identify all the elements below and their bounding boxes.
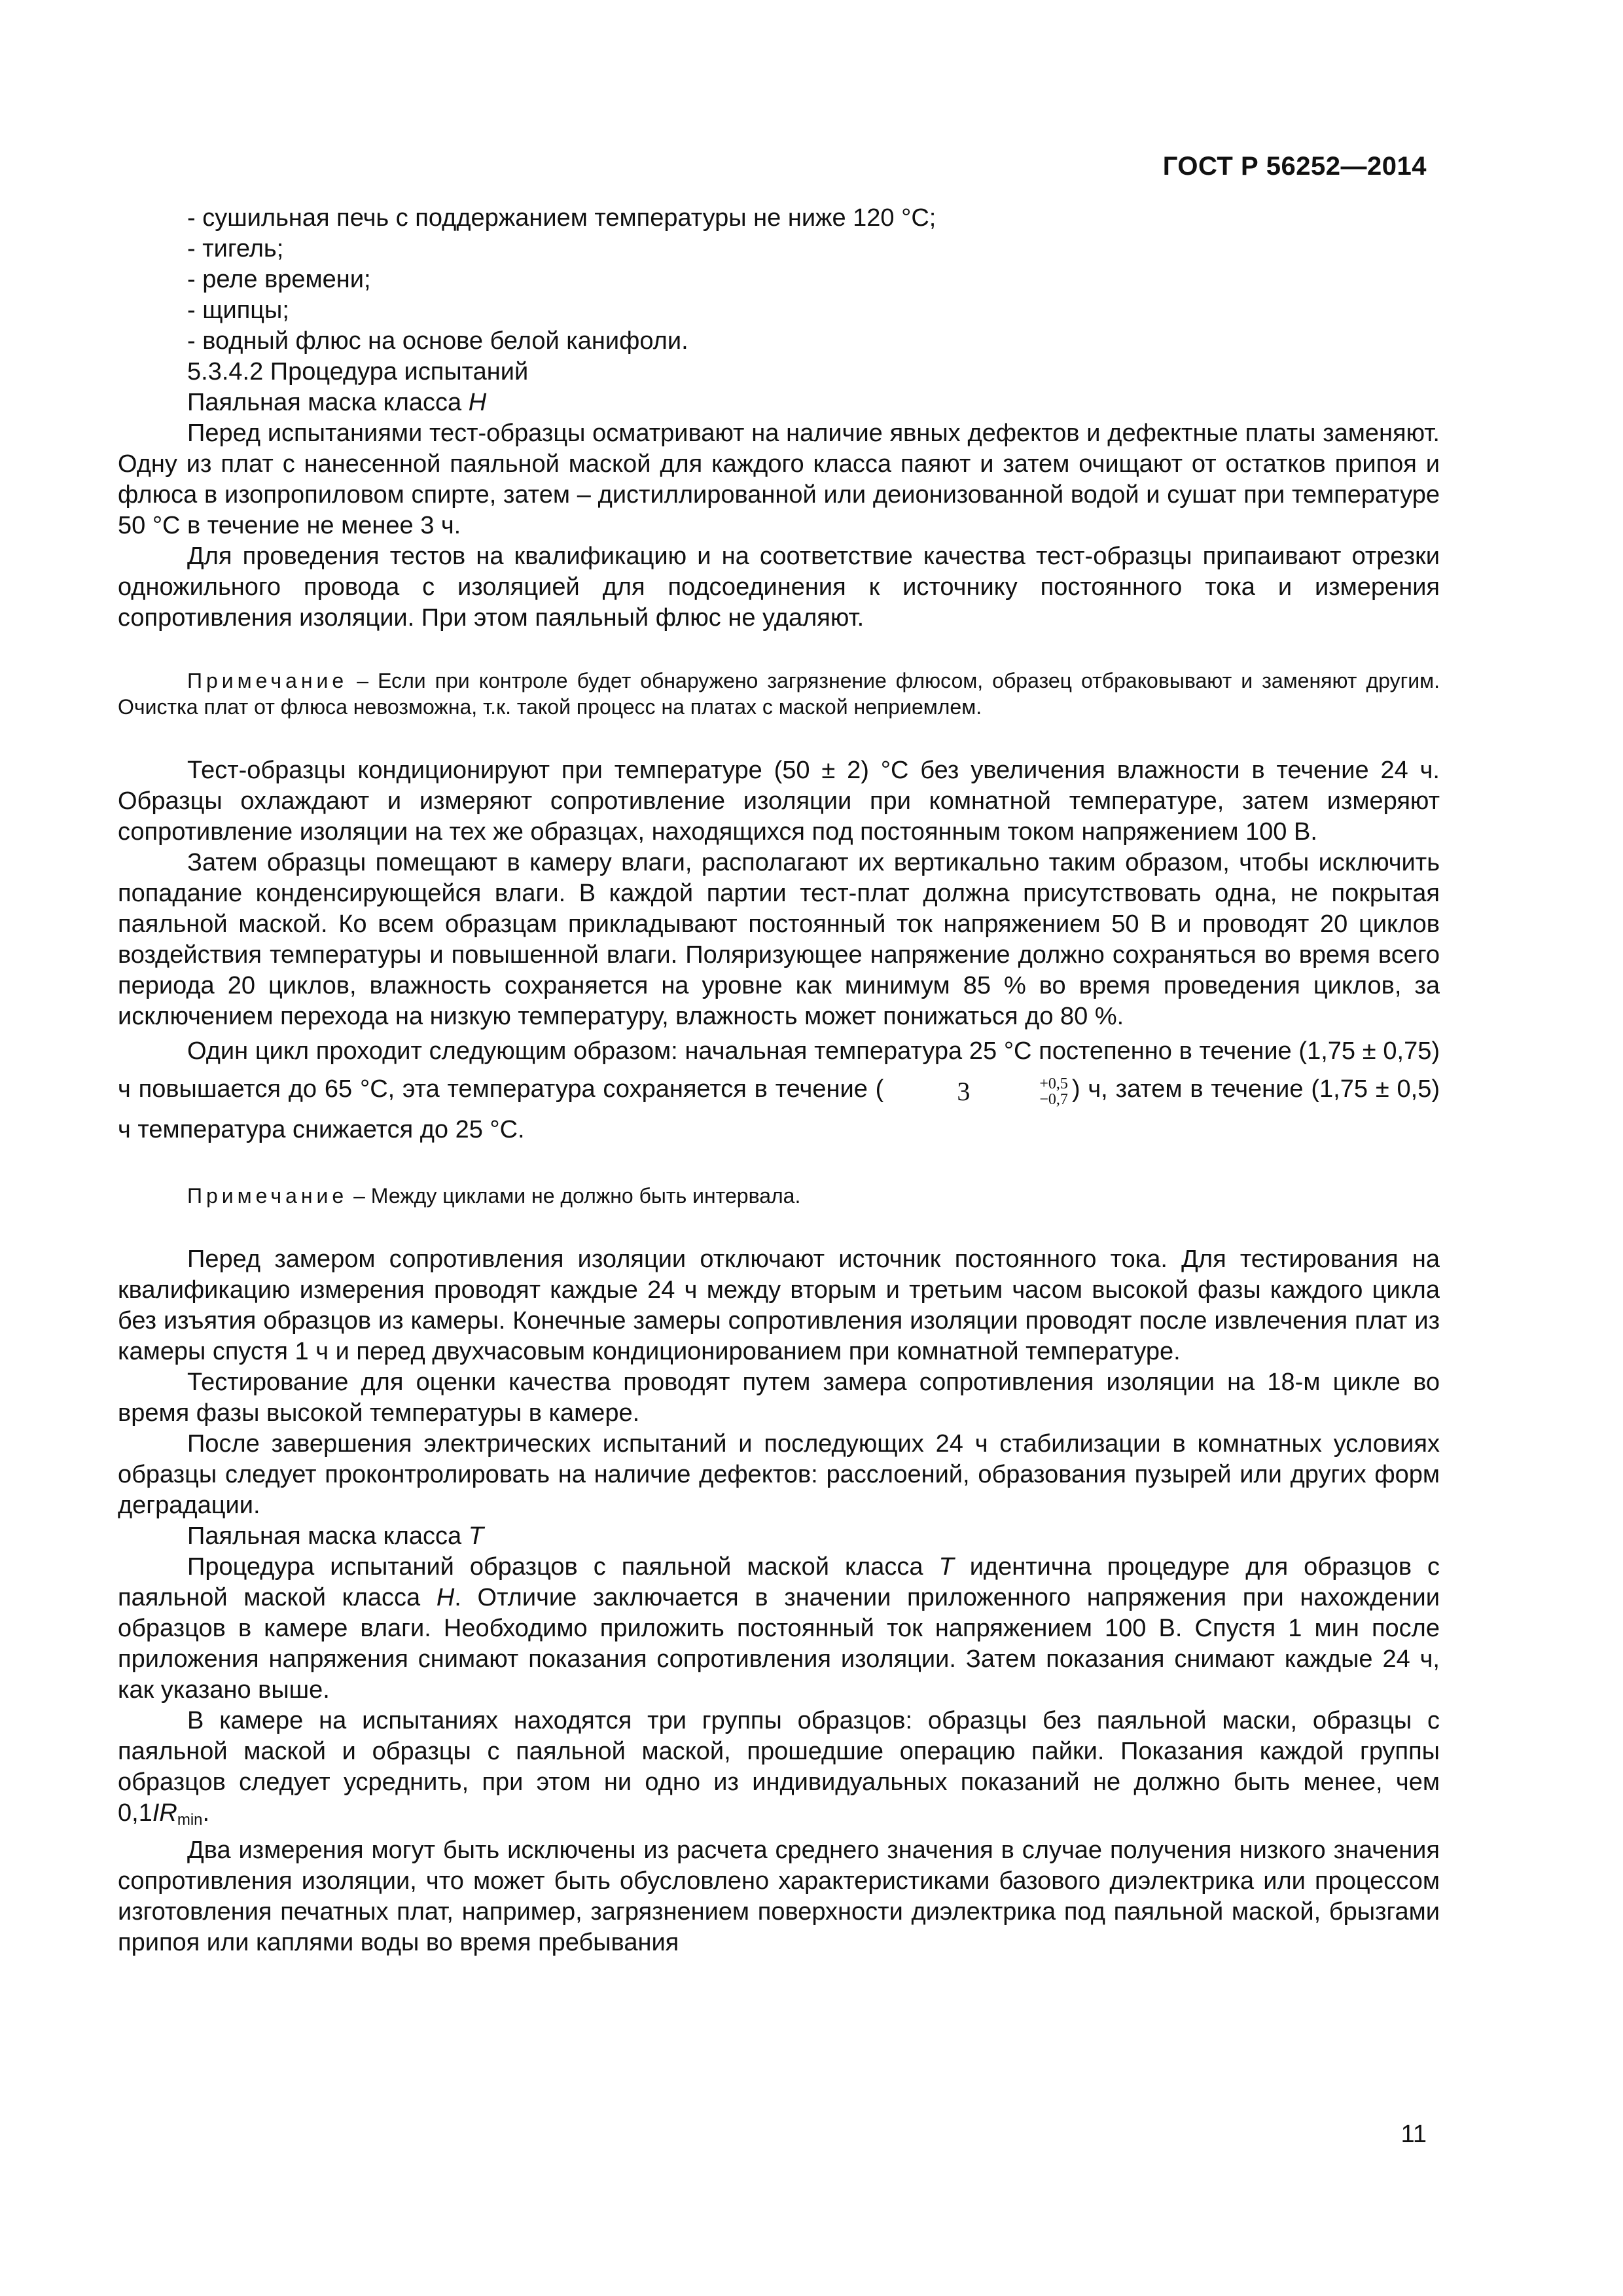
body-text (118, 203, 1440, 1958)
list-item: - тигель; (187, 235, 284, 262)
list-item: - реле времени; (187, 266, 371, 293)
paragraph: Тест-образцы кондиционируют при температуре (50 ± 2) °С без увеличения влажности в течение 24 ч. Образцы охлаждают и измеряют сопротивление изоляции при комнатной температуре, затем измеряют сопротивление изоляции на тех же образцах, находящихся под постоянным током напряжением 100 В. (118, 757, 1440, 846)
paragraph-cycle: Один цикл проходит следующим образом: начальная температура 25 °С постепенно в течение (1,75 ± 0,75) ч повышается до 65 °С, эта температура сохраняется в течение ( 3 +0,5 −0,7 ) ч, затем в течение (1,75 ± 0,5) ч температура снижается до 25 °С. (118, 1037, 1440, 1143)
standard-code-header: ГОСТ Р 56252—2014 (1162, 152, 1427, 181)
subheading-mask-h: Паяльная маска класса H (187, 389, 487, 416)
paragraph: Тестирование для оценки качества проводят путем замера сопротивления изоляции на 18-м цикле во время фазы высокой температуры в камере. (118, 1368, 1440, 1427)
note-label: Примечание (187, 669, 348, 692)
tolerance-expression: 3 +0,5 −0,7 (957, 1075, 1068, 1108)
note: Примечание – Если при контроле будет обнаружено загрязнение флюсом, образец отбраковывают и заменяют другим. Очистка плат от флюса невозможна, т.к. такой процесс на платах с маской неприемлем. (118, 669, 1440, 719)
subheading-mask-t: Паяльная маска класса T (187, 1522, 484, 1550)
paragraph: После завершения электрических испытаний и последующих 24 ч стабилизации в комнатных условиях образцы следует проконтролировать на наличие дефектов: расслоений, образования пузырей или других форм деградации. (118, 1429, 1440, 1519)
paragraph: Перед замером сопротивления изоляции отключают источник постоянного тока. Для тестирования на квалификацию измерения проводят каждые 24 ч между вторым и третьим часом высокой фазы каждого цикла без изъятия образцов из камеры. Конечные замеры сопротивления изоляции проводят после извлечения плат из камеры спустя 1 ч и перед двухчасовым кондиционированием при комнатной температуре. (118, 1245, 1440, 1365)
paragraph: Перед испытаниями тест-образцы осматривают на наличие явных дефектов и дефектные платы заменяют. Одну из плат с нанесенной паяльной маской для каждого класса паяют и затем очищают от остатков припоя и флюса в изопропиловом спирте, затем – дистиллированной или деионизованной водой и сушат при температуре 50 °С в течение не менее 3 ч. (118, 420, 1440, 539)
list-item: - сушильная печь с поддержанием температуры не ниже 120 °С; (187, 204, 936, 232)
page-number: 11 (1400, 2121, 1427, 2148)
section-heading: 5.3.4.2 Процедура испытаний (187, 358, 529, 386)
paragraph: Затем образцы помещают в камеру влаги, располагают их вертикально таким образом, чтобы исключить попадание конденсирующейся влаги. В каждой партии тест-плат должна присутствовать одна, не покрытая паяльной маской. Ко всем образцам прикладывают постоянный ток напряжением 50 В и проводят 20 циклов воздействия температуры и повышенной влаги. Поляризующее напряжение должно сохраняться во время всего периода 20 циклов, влажность сохраняется на уровне как минимум 85 % во время проведения циклов, за исключением перехода на низкую температуру, влажность может понижаться до 80 %. (118, 849, 1440, 1030)
paragraph: Два измерения могут быть исключены из расчета среднего значения в случае получения низкого значения сопротивления изоляции, что может быть обусловлено характеристиками базового диэлектрика или процессом изготовления печатных плат, например, загрязнением поверхности диэлектрика под паяльной маской, брызгами припоя или каплями воды во время пребывания (118, 1836, 1440, 1956)
paragraph: Процедура испытаний образцов с паяльной маской класса T идентична процедуре для образцов с паяльной маской класса H. Отличие заключается в значении приложенного напряжения при нахождении образцов в камере влаги. Необходимо приложить постоянный ток напряжением 100 В. Спустя 1 мин после приложения напряжения снимают показания сопротивления изоляции. Затем показания снимают каждые 24 ч, как указано выше. (118, 1552, 1440, 1704)
list-item: - щипцы; (187, 296, 289, 324)
paragraph: Для проведения тестов на квалификацию и на соответствие качества тест-образцы припаивают отрезки одножильного провода с изоляцией для подсоединения к источнику постоянного тока и измерения сопротивления изоляции. При этом паяльный флюс не удаляют. (118, 543, 1440, 632)
note-label: Примечание (187, 1183, 348, 1208)
note: Примечание – Между циклами не должно быть интервала. (187, 1183, 801, 1208)
list-item: - водный флюс на основе белой канифоли. (187, 327, 688, 355)
paragraph: В камере на испытаниях находятся три группы образцов: образцы без паяльной маски, образцы с паяльной маской и образцы с паяльной маской, прошедшие операцию пайки. Показания каждой группы образцов следует усреднить, при этом ни одно из индивидуальных показаний не должно быть менее, чем $0,1IR_{min}$. (118, 1706, 1440, 1829)
